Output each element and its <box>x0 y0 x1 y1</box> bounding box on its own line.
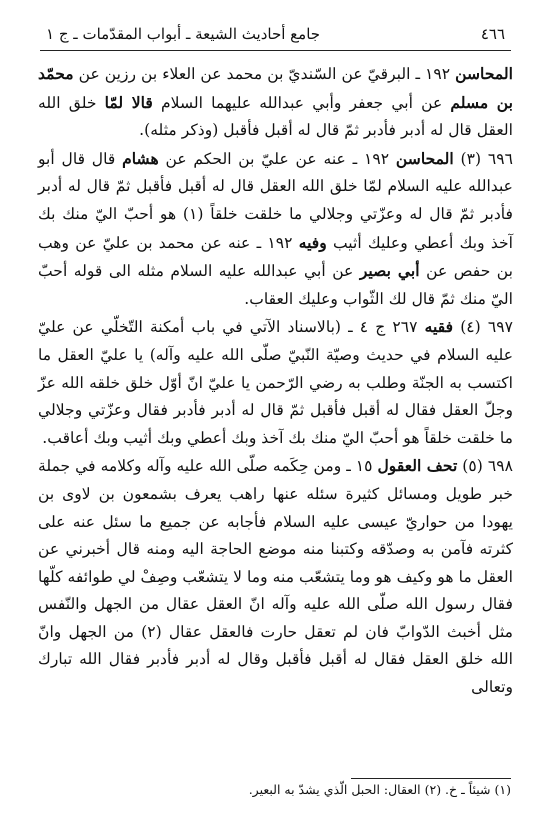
text-run: ١٩٢ ـ عنه عن محمد بن عليّ عن وهب بن حفص عن <box>38 233 514 281</box>
source-name: محمّد بن مسلم <box>38 64 514 112</box>
page-header <box>46 22 505 46</box>
source-name: قالا لمّا <box>104 92 153 112</box>
source-name: هشام <box>122 148 159 168</box>
footnote: (١) شيئاً ـ خ. (٢) العقال: الحبل الّذي يشدّ به البعير. <box>248 782 511 797</box>
footnote-divider <box>351 778 511 779</box>
paragraph <box>38 452 513 701</box>
source-name: المحاسن <box>455 64 513 83</box>
text-run: عن أبي جعفر وأبي عبدالله عليهما السلام <box>152 93 451 112</box>
source-name: أبي بصير <box>359 261 420 281</box>
text-run: ٦٩٧ (٤) <box>453 318 513 337</box>
text-run: ١٩٢ ـ البرقيّ عن السّنديّ بن محمد عن العلاء بن رزين عن <box>73 65 456 83</box>
paragraph <box>38 60 513 145</box>
source-name: المحاسن <box>395 148 454 168</box>
text-run: ٢٦٧ ج ٤ ـ (بالاسناد الآتي في باب أمكنة التّخلّي عن عليّ عليه السلام في حديث وصيّة النّبيّ صلّى الله عليه وآله) يا عليّ العقل ما اكتسب به الجنّة وطلب به رضي الرّحمن يا عليّ انّ أوّل خلق خلقه الله عزّ وجلّ العقل فقال له أقبل فأقبل ثمّ قال له أدبر فأدبر فقال وعزّتي وجلالي ما خلقت خلقاً هو أحبّ اليّ منك بك آخذ وبك أعطي وبك أثيب وبك أعاقب. <box>38 318 513 447</box>
text-run: عن أبي عبدالله عليه السلام مثله الى قوله أحبّ اليّ منك ثمّ قال لك الثّواب وعليك العقاب. <box>38 262 513 308</box>
text-run: ١٩٢ ـ عنه عن عليّ بن الحكم عن <box>158 149 396 168</box>
page-number: ٤٦٦ <box>480 25 505 43</box>
text-run: ٦٩٨ (٥) <box>457 457 513 476</box>
text-run: ١٥ ـ ومن حِكَمه صلّى الله عليه وآله وكلامه في جملة خبر طويل ومسائل كثيرة سئله عنها راهب يعرف بشمعون بن لاوى بن يهودا من حواريّ عيسى عليه السلام فأجابه عن جميع ما سئل عنه على كثرته فآمن به وصدّقه وكتبنا منه موضع الحاجة اليه ومنه قال أخبرني عن العقل ما هو وكيف هو وما يتشعّب منه وما لا يتشعّب وصِفْ لي طوائفه كلّها فقال رسول الله صلّى الله عليه وآله انّ العقل عقال من الجهل والنّفس مثل أخبث الدّوابّ فان لم تعقل حارت فالعقل عقال (٢) من الجهل وانّ الله خلق العقل فقال له أقبل فأقبل وقال له أدبر فأدبر فقال الله تبارك وتعالى <box>38 457 514 697</box>
paragraph <box>38 145 513 314</box>
source-name: تحف العقول <box>377 456 458 476</box>
running-title: جامع أحاديث الشيعة ـ أبواب المقدّمات ـ ج ١ <box>46 25 321 43</box>
text-run: ٦٩٦ (٣) <box>453 149 513 168</box>
text-run: خلق الله العقل قال له أدبر فأدبر ثمّ قال له أقبل فأقبل (وذكر مثله). <box>38 93 513 140</box>
source-name: وفيه <box>298 232 327 252</box>
paragraph <box>38 313 513 452</box>
body-text <box>38 60 513 702</box>
header-divider <box>40 50 511 51</box>
source-name: فقيه <box>424 317 454 337</box>
text-run: قال قال أبو عبدالله عليه السلام لمّا خلق الله العقل قال له أقبل فأقبل ثمّ قال له أدبر فأدبر ثمّ قال له وعزّتي وجلالي ما خلقت خلقاً (١) هو أحبّ اليّ منك بك آخذ وبك أعطي وعليك أثيب <box>38 149 514 252</box>
